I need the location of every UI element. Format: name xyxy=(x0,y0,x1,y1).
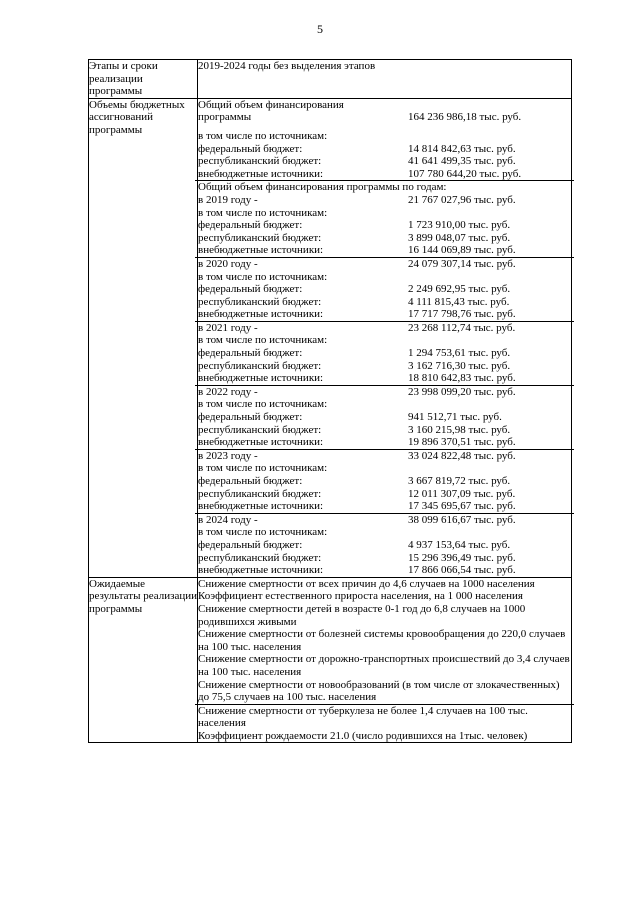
year-total: 21 767 027,96 тыс. руб. xyxy=(408,193,516,206)
year-federal-label: федеральный бюджет: xyxy=(198,219,303,232)
result-item: Снижение смертности от всех причин до 4,6 случаев на 1000 населения xyxy=(198,577,535,590)
program-passport-table xyxy=(88,59,572,743)
year-sources-label: в том числе по источникам: xyxy=(198,270,328,283)
funding-total-label-1: Общий объем финансирования xyxy=(198,98,344,111)
year-federal-value: 2 249 692,95 тыс. руб. xyxy=(408,283,511,296)
year-republic-value: 3 899 048,07 тыс. руб. xyxy=(408,231,511,244)
funding-by-years-label: Общий объем финансирования программы по годам: xyxy=(198,181,447,194)
year-republic-value: 12 011 307,09 тыс. руб. xyxy=(408,487,516,500)
year-federal-label: федеральный бюджет: xyxy=(198,538,303,551)
results-row xyxy=(89,577,572,743)
year-republic-value: 3 162 716,30 тыс. руб. xyxy=(408,359,511,372)
results-list-part2 xyxy=(195,704,574,743)
year-republic-label: республиканский бюджет: xyxy=(198,231,322,244)
source-extra-value: 107 780 644,20 тыс. руб. xyxy=(408,167,522,180)
year-republic-label: республиканский бюджет: xyxy=(198,551,322,564)
year-sources-label: в том числе по источникам: xyxy=(198,334,328,347)
result-item: Снижение смертности от дорожно-транспортных происшествий до 3,4 случаев на 100 тыс. населения xyxy=(198,653,570,678)
year-total: 24 079 307,14 тыс. руб. xyxy=(408,257,516,270)
year-federal-value: 4 937 153,64 тыс. руб. xyxy=(408,538,511,551)
funding-total-label-2: программы xyxy=(198,111,252,124)
year-total: 38 099 616,67 тыс. руб. xyxy=(408,513,516,526)
year-block xyxy=(195,257,574,321)
year-republic-label: республиканский бюджет: xyxy=(198,359,322,372)
year-extra-label: внебюджетные источники: xyxy=(198,372,324,385)
year-extra-value: 18 810 642,83 тыс. руб. xyxy=(408,372,516,385)
year-sources-label: в том числе по источникам: xyxy=(198,462,328,475)
year-extra-value: 17 866 066,54 тыс. руб. xyxy=(408,564,516,577)
result-item: Коэффициент рождаемости 21.0 (число родившихся на 1тыс. человек) xyxy=(198,729,528,742)
year-extra-value: 17 717 798,76 тыс. руб. xyxy=(408,308,516,321)
result-item: Коэффициент естественного прироста населения, на 1 000 населения xyxy=(198,590,523,603)
source-federal-label: федеральный бюджет: xyxy=(198,142,303,155)
stages-row xyxy=(89,60,572,99)
year-republic-value: 4 111 815,43 тыс. руб. xyxy=(408,295,510,308)
funding-by-years-block xyxy=(195,180,574,194)
stages-value: 2019-2024 годы без выделения этапов xyxy=(198,60,572,99)
result-item: Снижение смертности детей в возрасте 0-1 год до 6,8 случаев на 1000 родившихся живыми xyxy=(198,602,526,628)
year-sources-label: в том числе по источникам: xyxy=(198,526,328,539)
year-block xyxy=(195,513,574,577)
year-republic-value: 15 296 396,49 тыс. руб. xyxy=(408,551,516,564)
results-label: Ожидаемые результаты реализации программы xyxy=(89,577,198,743)
year-block xyxy=(195,449,574,513)
year-republic-label: республиканский бюджет: xyxy=(198,487,322,500)
year-federal-value: 1 294 753,61 тыс. руб. xyxy=(408,347,511,360)
year-extra-value: 16 144 069,89 тыс. руб. xyxy=(408,244,516,257)
source-republic-value: 41 641 499,35 тыс. руб. xyxy=(408,155,516,168)
funding-total-value: 164 236 986,18 тыс. руб. xyxy=(408,111,522,124)
year-sources-label: в том числе по источникам: xyxy=(198,206,328,219)
year-label: в 2022 году - xyxy=(198,385,258,398)
stages-label: Этапы и сроки реализации программы xyxy=(89,60,198,99)
year-republic-label: республиканский бюджет: xyxy=(198,295,322,308)
result-item: Снижение смертности от туберкулеза не более 1,4 случаев на 100 тыс. населения xyxy=(198,704,528,730)
year-federal-value: 1 723 910,00 тыс. руб. xyxy=(408,219,511,232)
funding-row xyxy=(89,98,572,577)
year-total: 23 998 099,20 тыс. руб. xyxy=(408,385,516,398)
year-extra-label: внебюджетные источники: xyxy=(198,244,324,257)
source-federal-value: 14 814 842,63 тыс. руб. xyxy=(408,142,516,155)
year-total: 23 268 112,74 тыс. руб. xyxy=(408,321,516,334)
year-extra-label: внебюджетные источники: xyxy=(198,308,324,321)
funding-total-block xyxy=(198,99,571,181)
page-number: 5 xyxy=(317,22,323,36)
year-federal-value: 3 667 819,72 тыс. руб. xyxy=(408,475,511,487)
year-sources-label: в том числе по источникам: xyxy=(198,398,328,411)
funding-by-sources-label: в том числе по источникам: xyxy=(198,129,328,142)
year-total: 33 024 822,48 тыс. руб. xyxy=(408,449,516,462)
funding-value-cell xyxy=(198,98,572,577)
year-federal-label: федеральный бюджет: xyxy=(198,283,303,296)
year-federal-value: 941 512,71 тыс. руб. xyxy=(408,411,502,424)
funding-label: Объемы бюджетных ассигнований программы xyxy=(89,98,198,577)
result-item: Снижение смертности от новообразований (в том числе от злокачественных) до 75,5 случаев на 100 тыс. населения xyxy=(198,678,560,704)
year-block xyxy=(198,194,571,257)
year-federal-label: федеральный бюджет: xyxy=(198,411,303,424)
source-republic-label: республиканский бюджет: xyxy=(198,155,322,168)
result-item: Снижение смертности от болезней системы кровообращения до 220,0 случаев на 100 тыс. населения xyxy=(198,628,566,653)
year-extra-value: 17 345 695,67 тыс. руб. xyxy=(408,500,516,513)
year-extra-label: внебюджетные источники: xyxy=(198,436,324,449)
year-label: в 2019 году - xyxy=(198,193,258,206)
year-label: в 2020 году - xyxy=(198,257,258,270)
year-republic-value: 3 160 215,98 тыс. руб. xyxy=(408,423,511,436)
results-list-part1 xyxy=(198,578,571,704)
year-label: в 2023 году - xyxy=(198,449,258,462)
year-federal-label: федеральный бюджет: xyxy=(198,347,303,360)
year-label: в 2021 году - xyxy=(198,321,258,334)
year-federal-label: федеральный бюджет: xyxy=(198,475,303,487)
source-extra-label: внебюджетные источники: xyxy=(198,167,324,180)
year-label: в 2024 году - xyxy=(198,513,258,526)
year-block xyxy=(195,321,574,385)
year-extra-value: 19 896 370,51 тыс. руб. xyxy=(408,436,516,449)
year-block xyxy=(195,385,574,449)
year-extra-label: внебюджетные источники: xyxy=(198,500,324,513)
year-extra-label: внебюджетные источники: xyxy=(198,564,324,577)
results-value-cell xyxy=(198,577,572,743)
year-republic-label: республиканский бюджет: xyxy=(198,423,322,436)
